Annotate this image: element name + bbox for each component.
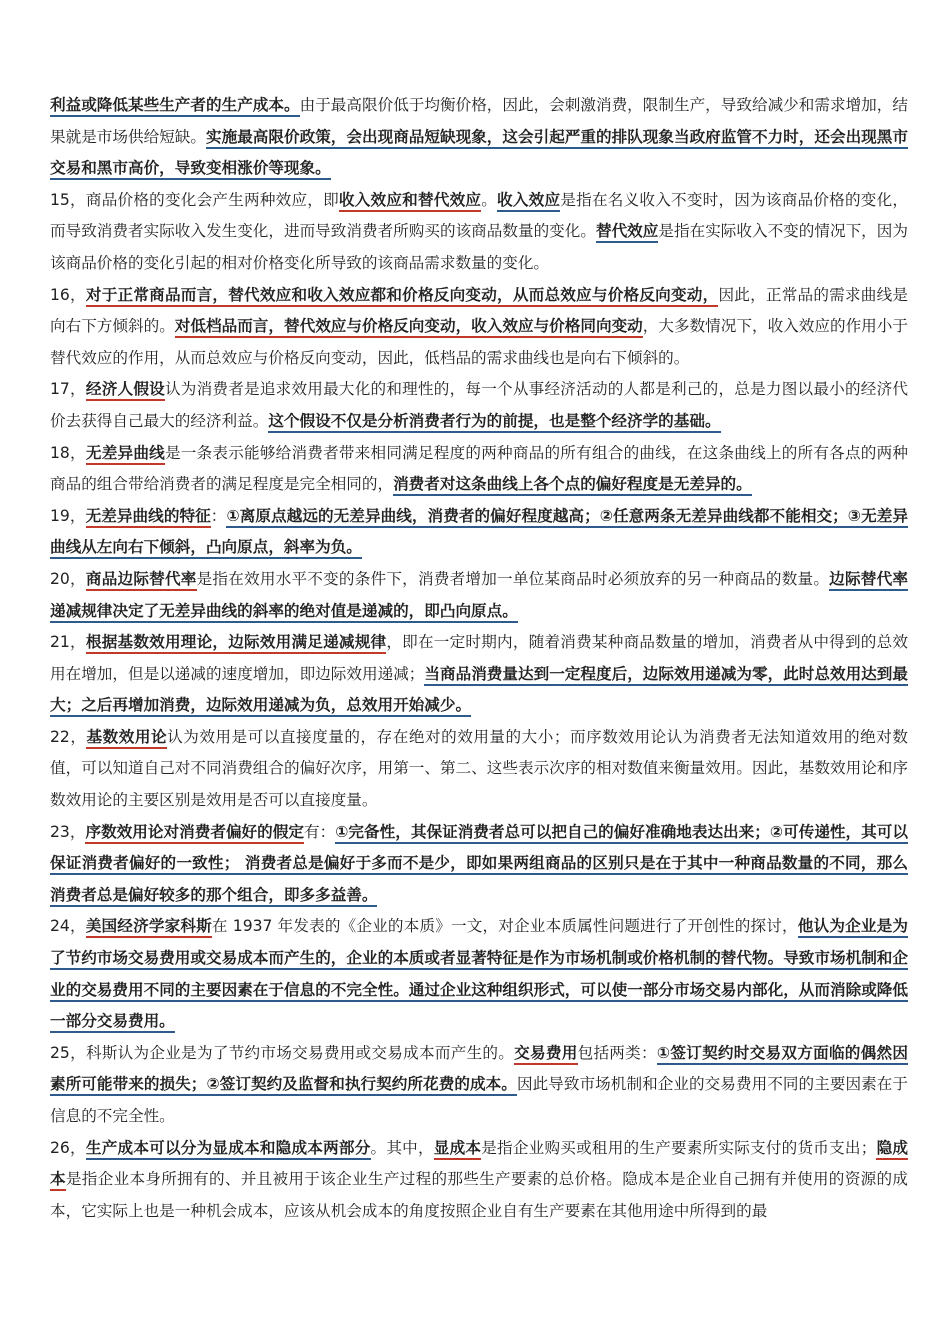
body-text: 15，商品价格的变化会产生两种效应，即: [50, 190, 339, 209]
key-term: 显成本: [434, 1139, 481, 1160]
key-term: 美国经济学家科斯: [86, 917, 212, 938]
body-text: 认为消费者是追求效用最大化的和理性的，每一个从事经济活动的人都是利己的，总是力图以最小的经济代价去获得自己最大的经济利益。: [50, 380, 908, 430]
highlighted-text: 消费者对这条曲线上各个点的偏好程度是无差异的。: [393, 475, 752, 496]
paragraph-p16: [50, 280, 908, 375]
highlighted-text: ①离原点越远的无差异曲线，消费者的偏好程度越高；②任意两条无差异曲线都不能相交；③无差异曲线从左向右下倾斜，凸向原点，斜率为负。: [50, 507, 908, 560]
body-text: 由于最高限价低于均衡价格，因此，会刺激消费，限制生产，导致给减少和需求增加，结果就是市场供给短缺。: [50, 96, 908, 146]
highlighted-text: 生产成本可以分为显成本和隐成本两部分: [86, 1139, 371, 1160]
body-text: 21，: [50, 633, 86, 652]
key-term: 对于正常商品而言，替代效应和收入效应都和价格反向变动，从而总效应与价格反向变动，: [86, 286, 719, 307]
key-term: 根据基数效用理论，边际效用满足递减规律: [86, 633, 386, 654]
paragraph-p22: [50, 722, 908, 817]
key-term: 无差异曲线: [86, 444, 165, 465]
key-term: 交易费用: [514, 1044, 577, 1065]
body-text: 有：: [304, 822, 336, 841]
key-term: 序数效用论对消费者偏好的假定: [85, 823, 304, 844]
paragraph-p25: [50, 1038, 908, 1133]
paragraph-p26: [50, 1133, 908, 1228]
highlighted-text: 替代效应: [596, 222, 658, 243]
body-text: ，即在一定时期内，随着消费某种商品数量的增加，消费者从中得到的总效用在增加，但是以递减的速度增加，即边际效用递减；: [50, 633, 908, 683]
key-term: 收入效应和替代效应: [339, 191, 481, 212]
key-term: 商品边际替代率: [86, 570, 197, 591]
body-text: 。: [481, 190, 498, 209]
highlighted-text: 收入效应: [497, 191, 560, 212]
body-text: 20，: [50, 569, 86, 588]
body-text: 在 1937 年发表的《企业的本质》一文，对企业本质属性问题进行了开创性的探讨，: [211, 917, 798, 936]
paragraph-p21: [50, 627, 908, 722]
body-text: 26，: [50, 1138, 86, 1157]
body-text: 是指在名义收入不变时，因为该商品价格的变化，而导致消费者实际收入发生变化，进而导致消费者所购买的该商品数量的变化。: [50, 190, 908, 241]
highlighted-text: 他认为企业是为了节约市场交易费用或交易成本而产生的，企业的本质或者显著特征是作为市场机制或价格机制的替代物。导致市场机制和企业的交易费用不同的主要因素在于信息的不完全性。通过企业这种组织形式，可以使一部分市场交易内部化，从而消除或降低一部分交易费用。: [50, 917, 908, 1033]
highlighted-text: 当商品消费量达到一定程度后，边际效用递减为零，此时总效用达到最大；之后再增加消费，边际效用递减为负，总效用开始减少。: [50, 665, 908, 718]
body-text: ：: [210, 506, 227, 525]
highlighted-text: 实施最高限价政策，会出现商品短缺现象，这会引起严重的排队现象当政府监管不力时，还会出现黑市交易和黑市高价，导致变相涨价等现象。: [50, 128, 908, 181]
body-text: 认为效用是可以直接度量的，存在绝对的效用量的大小；而序数效用论认为消费者无法知道效用的绝对数值，可以知道自己对不同消费组合的偏好次序，用第一、第二、这些表示次序的相对数值来衡量效用。因此，基数效用论和序数效用论的主要区别是效用是否可以直接度量。: [50, 727, 908, 810]
paragraph-p-intro: [50, 90, 908, 185]
key-term: 无差异曲线的特征: [86, 507, 211, 528]
body-text: 因此，正常品的需求曲线是向右下方倾斜的。: [50, 285, 908, 336]
body-text: 19，: [50, 506, 86, 525]
key-term: 基数效用论: [86, 728, 167, 749]
key-term: 经济人假设: [86, 380, 165, 401]
body-text: 23，: [50, 822, 86, 841]
highlighted-text: ①完备性，其保证消费者总可以把自己的偏好准确地表达出来；②可传递性，其可以保证消费者偏好的一致性； 消费者总是偏好于多而不是少，即如果两组商品的区别只是在于其中一种商品数量的不同，那么消费者总是偏好较多的那个组合，即多多益善。: [50, 823, 908, 907]
body-text: 是指在效用水平不变的条件下，消费者增加一单位某商品时必须放弃的另一种商品的数量。: [196, 569, 830, 588]
highlighted-text: 利益或降低某些生产者的生产成本。: [50, 96, 300, 117]
body-text: 是指企业购买或租用的生产要素所实际支付的货币支出；: [481, 1138, 877, 1157]
highlighted-text: 边际替代率递减规律决定了无差异曲线的斜率的绝对值是递减的，即凸向原点。: [50, 570, 908, 623]
paragraph-p15: [50, 185, 908, 280]
body-text: 24，: [50, 917, 86, 936]
paragraph-p20: [50, 564, 908, 627]
body-text: 22，: [50, 727, 87, 746]
paragraph-p18: [50, 438, 908, 501]
paragraph-p23: [50, 817, 908, 912]
body-text: 是指在实际收入不变的情况下，因为该商品价格的变化引起的相对价格变化所导致的该商品需求数量的变化。: [50, 222, 908, 272]
document-body: [50, 90, 908, 1227]
highlighted-text: ①签订契约时交易双方面临的偶然因素所可能带来的损失；②签订契约及监督和执行契约所花费的成本。: [50, 1044, 908, 1097]
body-text: ，大多数情况下，收入效应的作用小于替代效应的作用，从而总效应与价格反向变动，因此，低档品的需求曲线也是向右下倾斜的。: [50, 317, 908, 367]
body-text: 因此导致市场机制和企业的交易费用不同的主要因素在于信息的不完全性。: [50, 1075, 908, 1125]
key-term: 隐成本: [50, 1139, 908, 1192]
body-text: 是指企业本身所拥有的、并且被用于该企业生产过程的那些生产要素的总价格。隐成本是企业自己拥有并使用的资源的成本，它实际上也是一种机会成本，应该从机会成本的角度按照企业自有生产要素在其他用途中所得到的最: [50, 1170, 908, 1220]
body-text: 是一条表示能够给消费者带来相同满足程度的两种商品的所有组合的曲线，在这条曲线上的所有各点的两种商品的组合带给消费者的满足程度是完全相同的，: [50, 443, 908, 494]
paragraph-p19: [50, 501, 908, 564]
body-text: 25，科斯认为企业是为了节约市场交易费用或交易成本而产生的。: [50, 1043, 515, 1062]
body-text: 包括两类：: [577, 1043, 657, 1062]
key-term: 对低档品而言，替代效应与价格反向变动，收入效应与价格同向变动: [175, 317, 643, 338]
paragraph-p24: [50, 911, 908, 1037]
body-text: 。其中，: [370, 1138, 434, 1157]
body-text: 17，: [50, 380, 86, 399]
paragraph-p17: [50, 374, 908, 437]
highlighted-text: 这个假设不仅是分析消费者行为的前提，也是整个经济学的基础。: [268, 412, 720, 433]
body-text: 18，: [50, 443, 86, 462]
body-text: 16，: [50, 285, 86, 304]
